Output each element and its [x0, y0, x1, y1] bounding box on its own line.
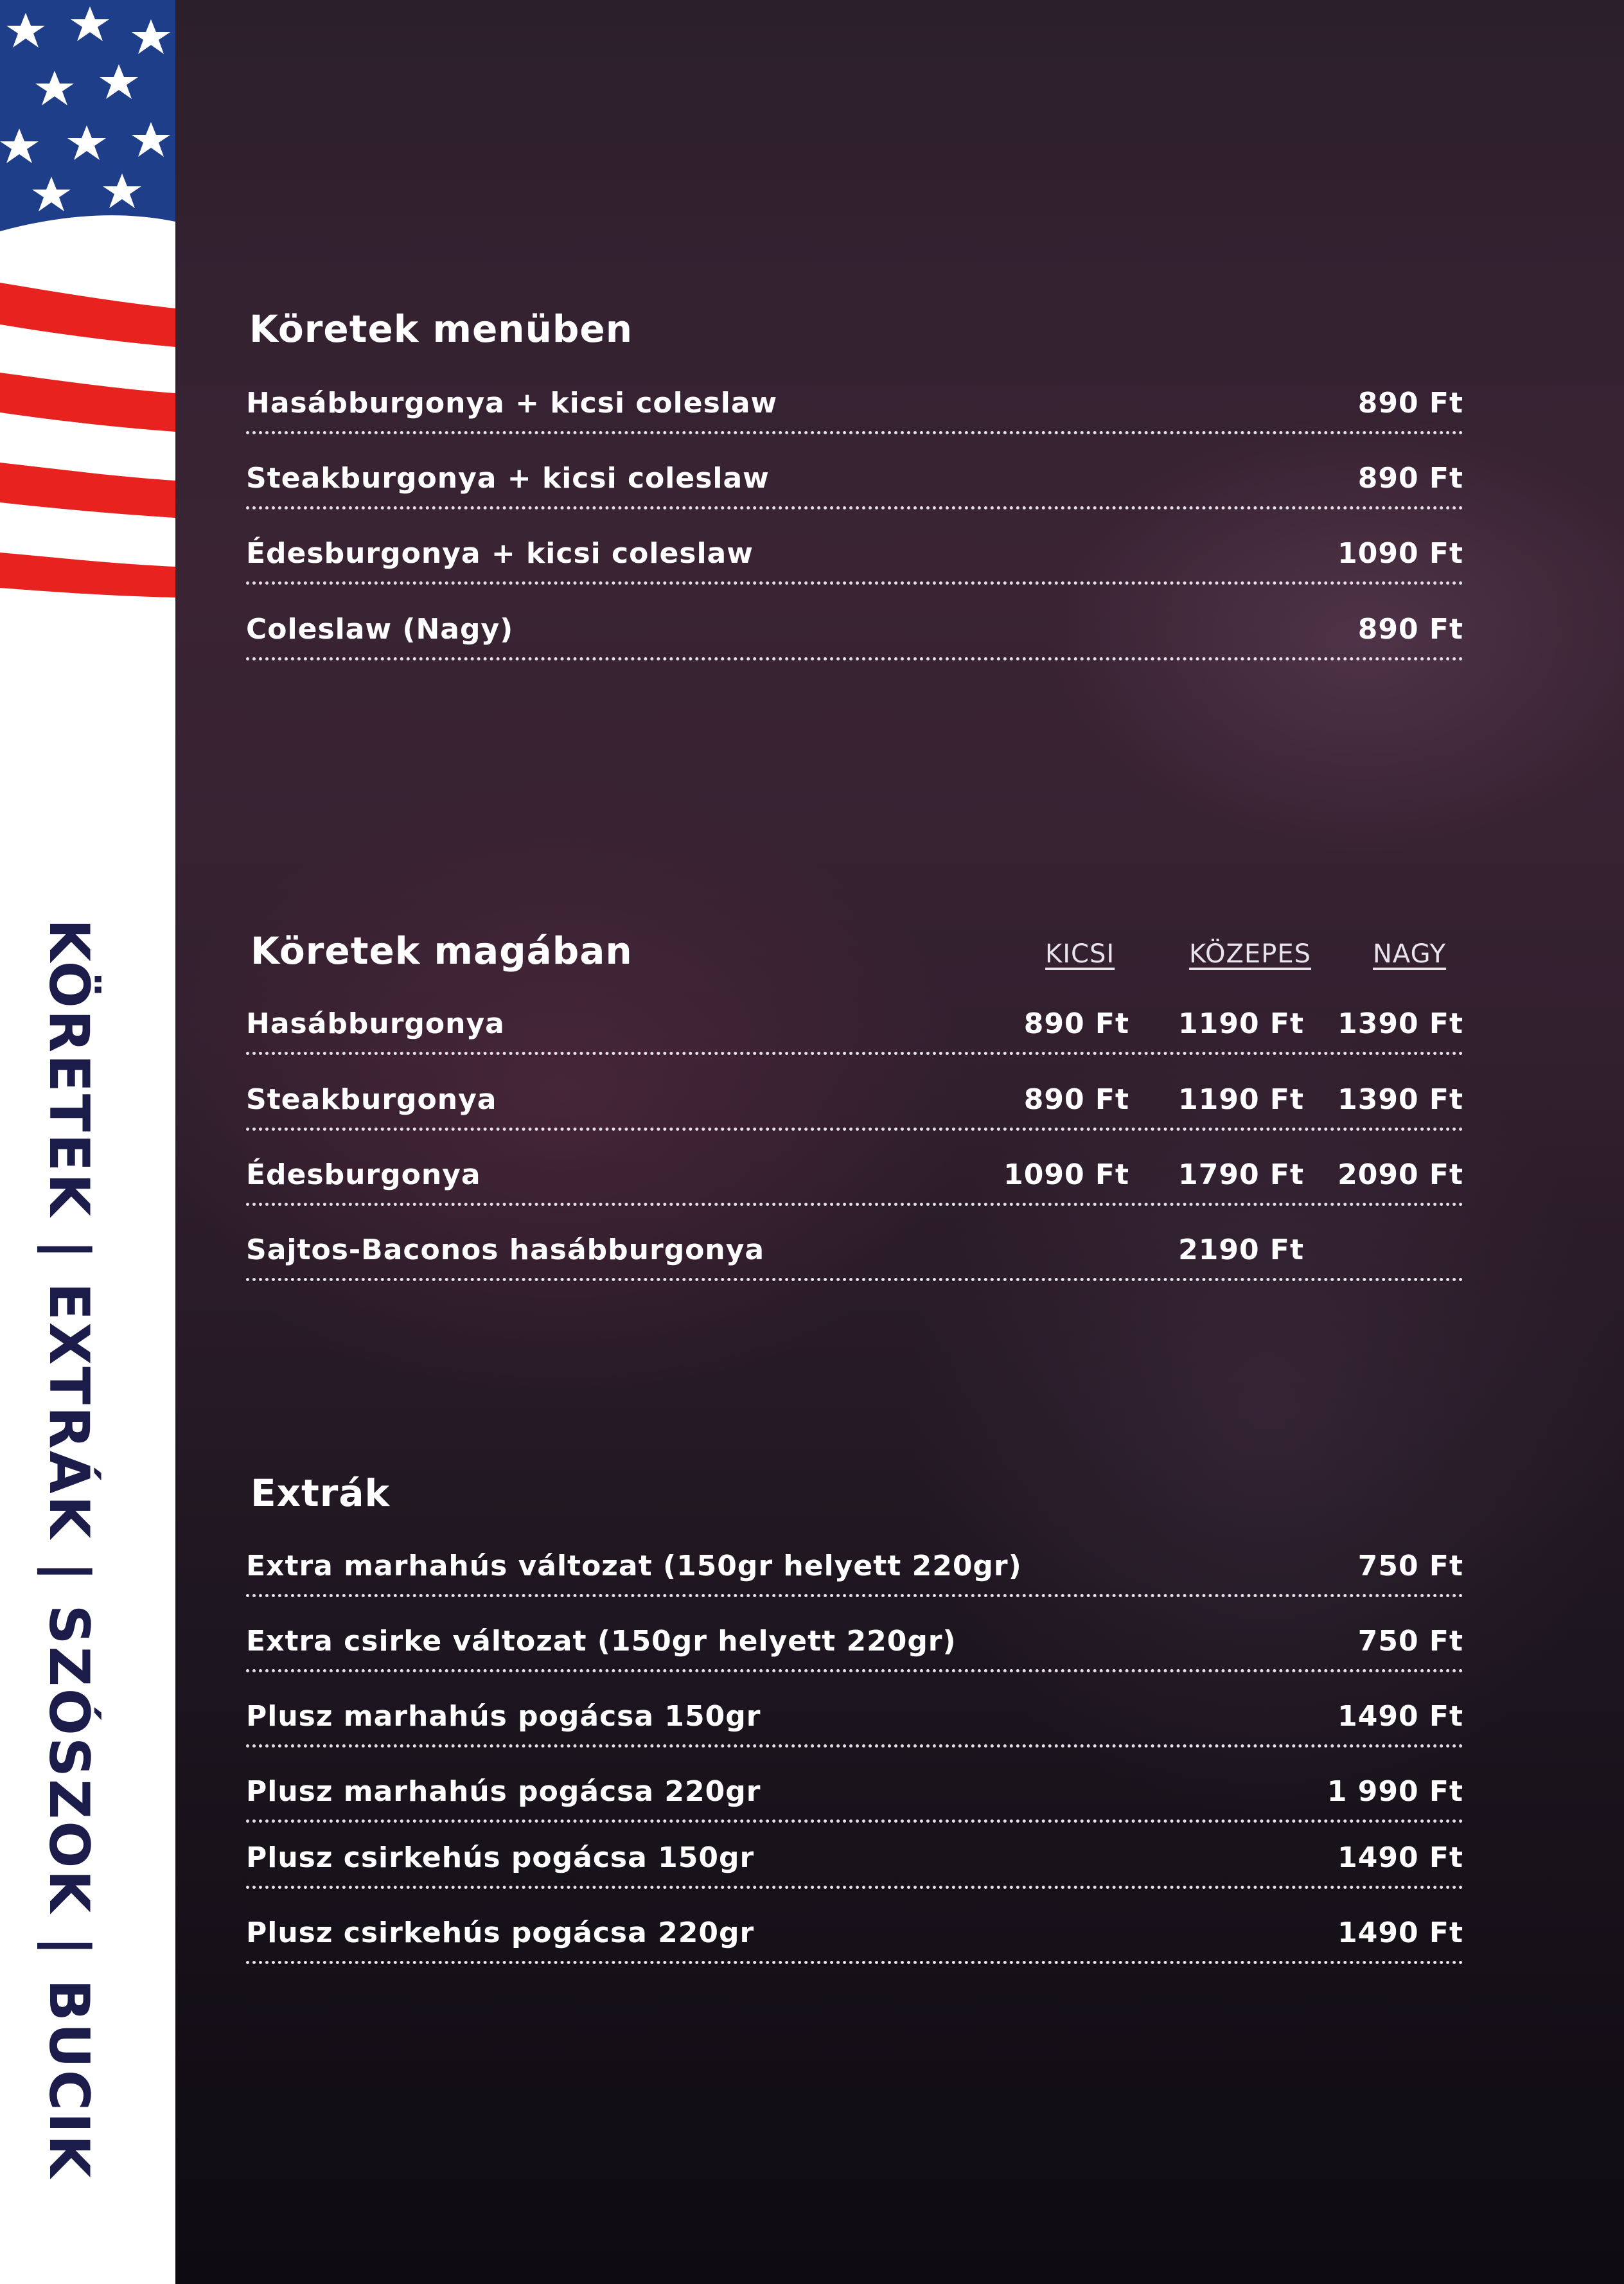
item-name: Plusz csirkehús pogácsa 150gr [246, 1841, 755, 1874]
list-item [246, 613, 1463, 651]
vertical-page-title: KÖRETEK | EXTRÁK | SZÓSZOK | BUCIK [37, 919, 101, 2180]
dotted-divider [246, 1961, 1463, 1964]
price-kozepes: 2190 Ft [1178, 1234, 1304, 1266]
item-name: Hasábburgonya + kicsi coleslaw [246, 387, 778, 420]
item-price: 750 Ft [1357, 1625, 1463, 1658]
list-item [246, 1841, 1463, 1880]
item-name: Steakburgonya [246, 1083, 497, 1116]
column-header-kozepes: KÖZEPES [1189, 939, 1311, 969]
list-item [246, 537, 1463, 576]
price-kicsi: 890 Ft [1023, 1083, 1129, 1116]
list-item [246, 387, 1463, 425]
item-price: 890 Ft [1357, 613, 1463, 646]
item-price: 1490 Ft [1337, 1841, 1463, 1874]
dotted-divider [246, 506, 1463, 509]
dotted-divider [246, 431, 1463, 434]
dotted-divider [246, 1203, 1463, 1206]
item-name: Édesburgonya [246, 1158, 481, 1191]
dotted-divider [246, 1278, 1463, 1281]
list-item [246, 462, 1463, 500]
item-name: Sajtos-Baconos hasábburgonya [246, 1234, 765, 1266]
price-nagy: 1390 Ft [1337, 1083, 1463, 1116]
dotted-divider [246, 1669, 1463, 1672]
item-name: Extra csirke változat (150gr helyett 220gr) [246, 1625, 957, 1658]
price-kicsi: 1090 Ft [1003, 1158, 1129, 1191]
sidebar [0, 0, 175, 2284]
column-header-kicsi: KICSI [1045, 939, 1115, 969]
dotted-divider [246, 1744, 1463, 1748]
item-name: Plusz marhahús pogácsa 150gr [246, 1700, 761, 1733]
item-name: Steakburgonya + kicsi coleslaw [246, 462, 770, 495]
table-row [246, 1007, 1463, 1046]
list-item [246, 1550, 1463, 1588]
item-price: 1490 Ft [1337, 1700, 1463, 1733]
item-price: 1490 Ft [1337, 1917, 1463, 1949]
list-item [246, 1775, 1463, 1814]
dotted-divider [246, 1886, 1463, 1889]
dotted-divider [246, 1128, 1463, 1131]
item-name: Plusz csirkehús pogácsa 220gr [246, 1917, 755, 1949]
price-nagy: 2090 Ft [1337, 1158, 1463, 1191]
price-kicsi: 890 Ft [1023, 1007, 1129, 1040]
item-name: Coleslaw (Nagy) [246, 613, 514, 646]
item-price: 1090 Ft [1337, 537, 1463, 570]
section-title-extrak: Extrák [251, 1471, 391, 1515]
item-price: 890 Ft [1357, 462, 1463, 495]
dotted-divider [246, 657, 1463, 660]
section-title-koretek-menuben: Köretek menüben [249, 307, 633, 351]
item-name: Hasábburgonya [246, 1007, 505, 1040]
price-kozepes: 1190 Ft [1178, 1007, 1304, 1040]
us-flag-icon [0, 0, 175, 642]
dotted-divider [246, 1819, 1463, 1823]
table-row [246, 1234, 1463, 1272]
list-item [246, 1917, 1463, 1955]
item-price: 750 Ft [1357, 1550, 1463, 1582]
item-name: Extra marhahús változat (150gr helyett 220gr) [246, 1550, 1022, 1582]
section-title-koretek-magaban: Köretek magában [251, 929, 633, 973]
dotted-divider [246, 1052, 1463, 1055]
price-kozepes: 1190 Ft [1178, 1083, 1304, 1116]
price-nagy: 1390 Ft [1337, 1007, 1463, 1040]
menu-content [175, 0, 1624, 2284]
item-price: 1 990 Ft [1327, 1775, 1463, 1808]
price-kozepes: 1790 Ft [1178, 1158, 1304, 1191]
item-name: Édesburgonya + kicsi coleslaw [246, 537, 754, 570]
table-row [246, 1083, 1463, 1122]
column-header-nagy: NAGY [1373, 939, 1447, 969]
dotted-divider [246, 581, 1463, 585]
list-item [246, 1700, 1463, 1739]
dotted-divider [246, 1594, 1463, 1597]
item-name: Plusz marhahús pogácsa 220gr [246, 1775, 761, 1808]
item-price: 890 Ft [1357, 387, 1463, 420]
list-item [246, 1625, 1463, 1663]
table-row [246, 1158, 1463, 1197]
